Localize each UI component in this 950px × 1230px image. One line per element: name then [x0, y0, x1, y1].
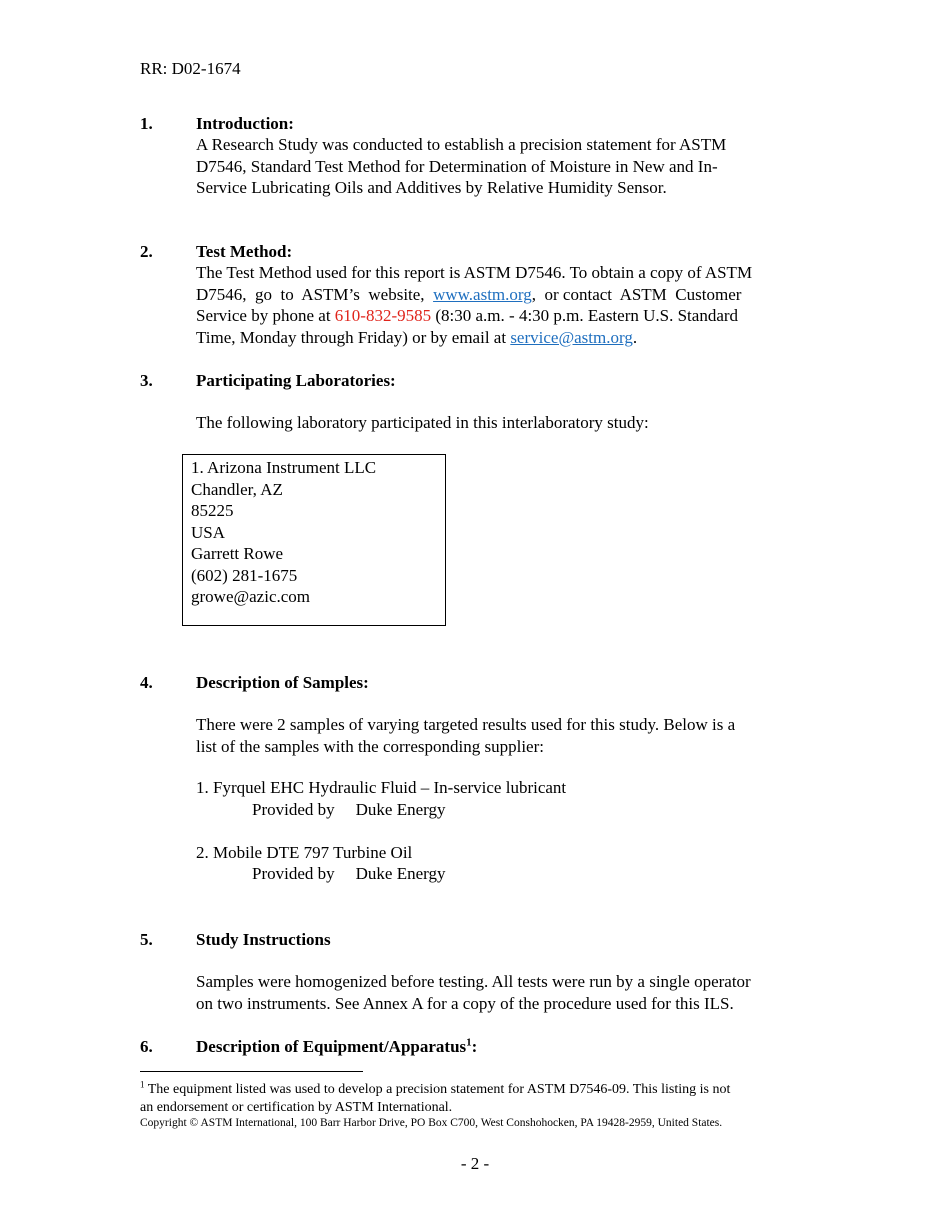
section-2-line-2 — [196, 284, 810, 306]
footnote-line-1 — [140, 1081, 820, 1099]
sample-1-provider — [252, 799, 446, 821]
section-4-number: 4. — [140, 673, 153, 692]
section-5-line-1: Samples were homogenized before testing. All tests were run by a single operator — [196, 972, 751, 991]
section-2-line-2-end: , or contact ASTM Customer — [531, 284, 742, 304]
section-3-title: Participating Laboratories: — [196, 371, 396, 390]
section-2-title: Test Method: — [196, 242, 293, 261]
footnote-marker: 1 — [140, 1079, 145, 1090]
sample-2-provided-label: Provided by — [252, 864, 335, 883]
section-6-title-text: Description of Equipment/Apparatus — [196, 1037, 467, 1056]
footnote-reference[interactable]: 1 — [466, 1036, 472, 1049]
section-4-line-2: list of the samples with the corresponding supplier: — [196, 736, 544, 756]
footnote-line-2: an endorsement or certification by ASTM International. — [140, 1099, 453, 1115]
copyright-notice: Copyright © ASTM International, 100 Barr Harbor Drive, PO Box C700, West Conshohocken, PA 19428-2959, United States. — [140, 1117, 723, 1129]
section-1-body — [196, 134, 810, 199]
laboratory-box — [182, 454, 446, 626]
section-1-line-3: Service Lubricating Oils and Additives by Relative Humidity Sensor. — [196, 178, 667, 197]
section-6-title-colon: : — [471, 1037, 478, 1056]
section-2-line-4-start: Time, Monday through Friday) or by email at — [196, 327, 511, 347]
report-id: RR: D02-1674 — [140, 59, 241, 78]
lab-city: Chandler, AZ — [191, 479, 283, 499]
sample-1-provided-label: Provided by — [252, 800, 335, 819]
sample-2-provider — [252, 863, 446, 885]
sample-1-supplier: Duke Energy — [355, 800, 446, 819]
section-6-title — [196, 1036, 477, 1058]
section-5-line-2: on two instruments. See Annex A for a copy of the procedure used for this ILS. — [196, 993, 734, 1013]
section-5-number: 5. — [140, 930, 153, 949]
section-2-line-4 — [196, 327, 810, 349]
section-5-body — [196, 971, 810, 1014]
footnote — [140, 1081, 820, 1116]
section-4-body — [196, 714, 810, 757]
section-1-line-1: A Research Study was conducted to establish a precision statement for ASTM — [196, 135, 727, 154]
section-2-line-3 — [196, 305, 810, 327]
section-1-line-2: D7546, Standard Test Method for Determination of Moisture in New and In- — [196, 156, 718, 176]
astm-website-link[interactable]: www.astm.org — [433, 284, 532, 304]
lab-country: USA — [191, 522, 226, 542]
lab-name: 1. Arizona Instrument LLC — [191, 458, 377, 477]
section-4-line-1: There were 2 samples of varying targeted results used for this study. Below is a — [196, 715, 736, 734]
lab-phone: (602) 281-1675 — [191, 565, 298, 585]
section-1-title: Introduction: — [196, 114, 294, 133]
lab-zip: 85225 — [191, 501, 234, 520]
footnote-divider — [140, 1071, 363, 1072]
section-4-title: Description of Samples: — [196, 673, 369, 692]
section-3-number: 3. — [140, 371, 153, 390]
customer-service-phone[interactable]: 610-832-9585 — [334, 306, 432, 325]
sample-2-name: 2. Mobile DTE 797 Turbine Oil — [196, 843, 413, 862]
section-2-body — [196, 262, 810, 348]
sample-2-supplier: Duke Energy — [355, 864, 446, 883]
section-2-line-1: The Test Method used for this report is ASTM D7546. To obtain a copy of ASTM — [196, 263, 753, 282]
footnote-line-1-text: The equipment listed was used to develop a precision statement for ASTM D7546-09. This listing is not — [144, 1082, 731, 1097]
page-number: - 2 - — [460, 1154, 490, 1173]
lab-email: growe@azic.com — [191, 587, 311, 606]
service-email-link[interactable]: service@astm.org — [510, 327, 633, 347]
section-1-number: 1. — [140, 114, 153, 133]
section-6-number: 6. — [140, 1037, 153, 1056]
section-2-number: 2. — [140, 242, 153, 261]
section-3-intro: The following laboratory participated in this interlaboratory study: — [196, 413, 649, 432]
section-2-line-2-start: D7546, go to ASTM’s website, — [196, 284, 434, 304]
section-2-line-3-end: (8:30 a.m. - 4:30 p.m. Eastern U.S. Standard — [431, 306, 739, 325]
section-2-line-3-start: Service by phone at — [196, 306, 335, 325]
sample-1-name: 1. Fyrquel EHC Hydraulic Fluid – In-service lubricant — [196, 778, 567, 797]
section-5-title: Study Instructions — [196, 930, 331, 949]
section-2-line-4-end: . — [632, 327, 638, 347]
lab-contact: Garrett Rowe — [191, 544, 284, 563]
